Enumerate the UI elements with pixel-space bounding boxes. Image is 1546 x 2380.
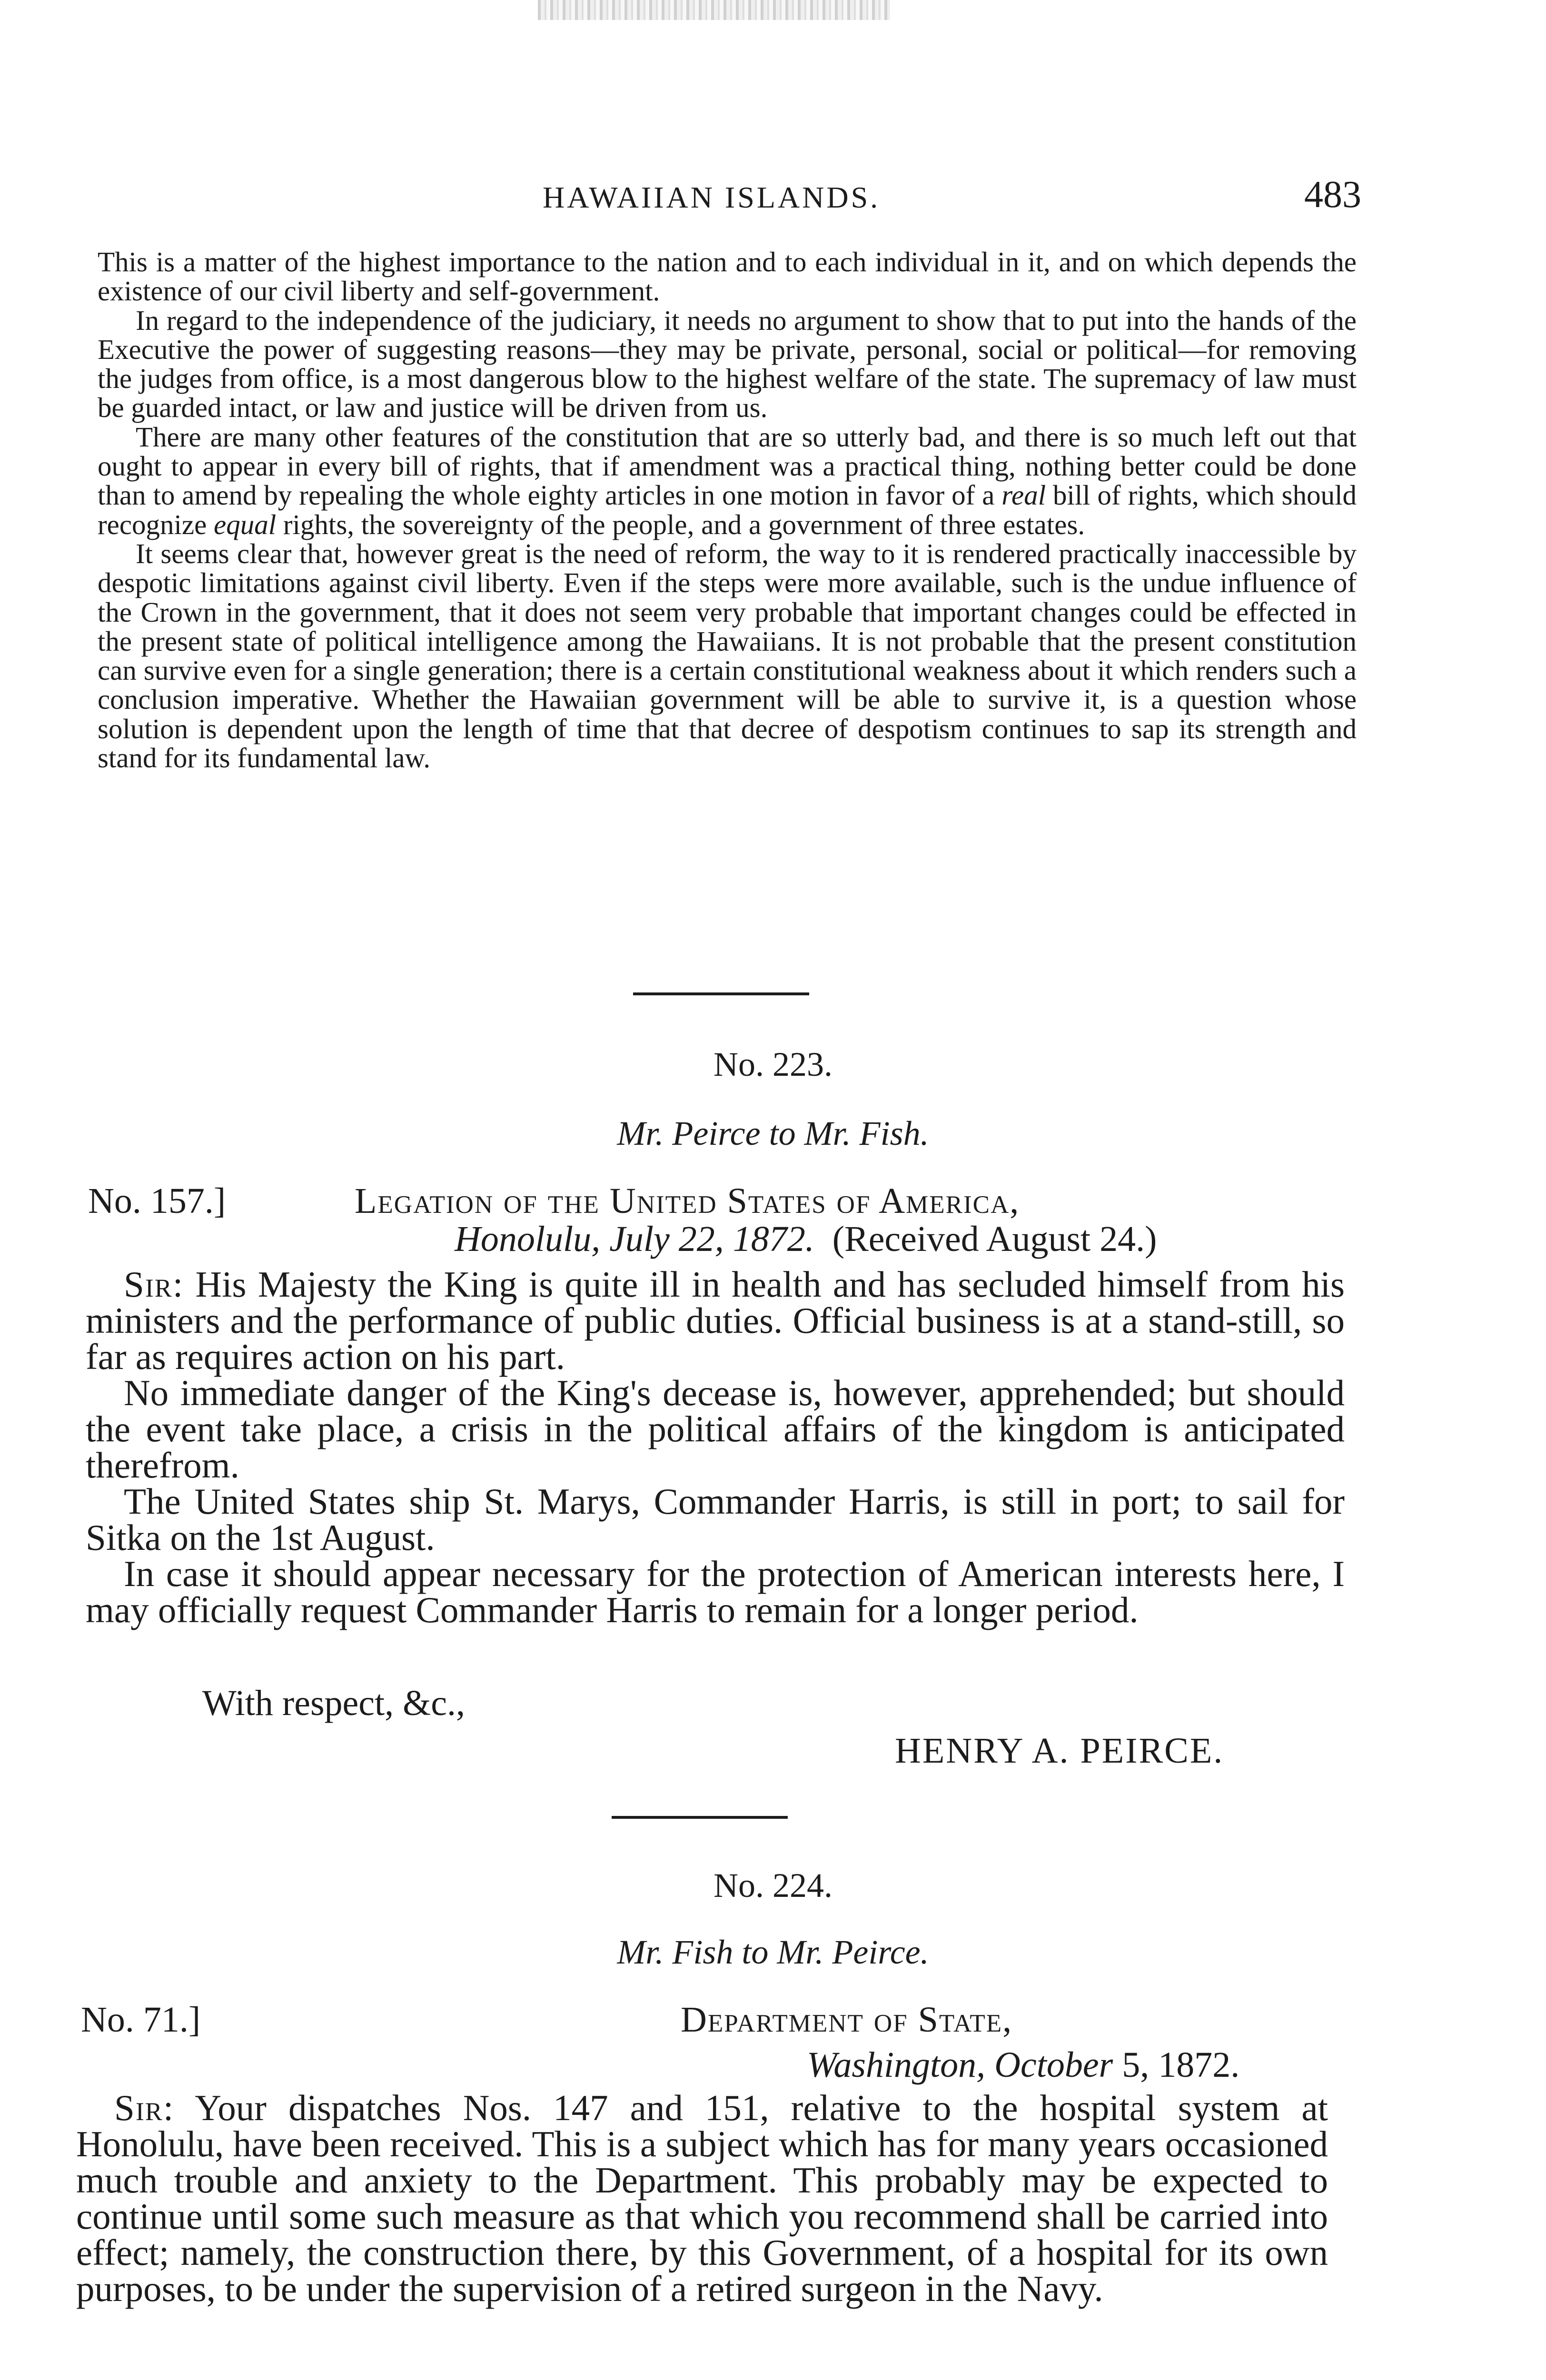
paragraph: Sir: His Majesty the King is quite ill in health and has secluded himself from his ministers and the performance of public duties. Official business is at a stand-still, so far as requires action on his part. [86,1264,1345,1377]
paragraph: No immediate danger of the King's decease is, however, apprehended; but should the event take place, a crisis in the political affairs of the kingdom is anticipated therefrom. [86,1372,1345,1486]
document-title: Mr. Peirce to Mr. Fish. [617,1114,929,1152]
salutation: Sir: [124,1264,184,1305]
dateline: Honolulu, July 22, 1872. (Received August 24.) [455,1219,1157,1259]
page-number: 483 [1304,174,1361,216]
letter-body [76,2087,1328,2309]
section-divider [612,1816,788,1819]
paragraph: It seems clear that, however great is the need of reform, the way to it is rendered practically inaccessible by despotic limitations against civil liberty. Even if the steps were more available, such is the undue influence of the Crown in the government, that it does not seem very probable that important changes could be effected in the present state of political intelligence among the Hawaiians. It is not probable that the present constitution can survive even for a single generation; there is a certain constitutional weakness about it which renders such a conclusion imperative. Whether the Hawaiian government will be able to survive it, is a question whose solution is dependent upon the length of time that that decree of despotism continues to sap its strength and stand for its fundamental law. [98,537,1357,774]
paragraph: In case it should appear necessary for the protection of American interests here, I may officially request Commander Harris to remain for a longer period. [86,1553,1345,1630]
scan-artifact [538,0,890,20]
paragraph: Sir: Your dispatches Nos. 147 and 151, relative to the hospital system at Honolulu, have been received. This is a subject which has for many years occasioned much trouble and anxiety to the Department. This probably may be expected to continue until some such measure as that which you recommend shall be carried into effect; namely, the construction there, by this Government, of a hospital for its own purposes, to be under the supervision of a retired surgeon in the Navy. [76,2087,1328,2309]
dispatch-reference: No. 71.] [81,2000,201,2040]
running-title: HAWAIIAN ISLANDS. [543,180,881,214]
paragraph: In regard to the independence of the judiciary, it needs no argument to show that to put into the hands of the Executive the power of suggesting reasons—they may be private, personal, social or political—for removing the judges from office, is a most dangerous blow to the highest welfare of the state. The supremacy of law must be guarded intact, or law and justice will be driven from us. [98,304,1357,424]
document-title: Mr. Fish to Mr. Peirce. [617,1933,929,1971]
document-number: No. 223. [714,1045,832,1083]
salutation: Sir: [114,2087,175,2128]
paragraph: This is a matter of the highest importance to the nation and to each individual in it, and on which depends the existence of our civil liberty and self-government. [98,246,1357,307]
dispatch-reference: No. 157.] [88,1181,226,1221]
sender-office: Department of State, [681,2000,1013,2040]
section-divider [633,992,809,995]
continuation-text [98,248,1357,773]
page-header [95,174,1361,225]
paragraph: There are many other features of the constitution that are so utterly bad, and there is so much left out that ought to appear in every bill of rights, that if amendment was a practical thing, nothing better could be done than to amend by repealing the whole eighty articles in one motion in favor of a real bill of rights, which should recognize equal rights, the sovereignty of the people, and a government of three estates. [98,421,1357,540]
sender-office: Legation of the United States of America, [355,1181,1020,1221]
dateline: Washington, October 5, 1872. [807,2045,1240,2085]
letter-body [86,1266,1345,1628]
paragraph: The United States ship St. Marys, Commander Harris, is still in port; to sail for Sitka on the 1st August. [86,1481,1345,1558]
closing: With respect, &c., [202,1683,465,1723]
signature: HENRY A. PEIRCE. [895,1731,1224,1771]
document-number: No. 224. [714,1866,832,1904]
